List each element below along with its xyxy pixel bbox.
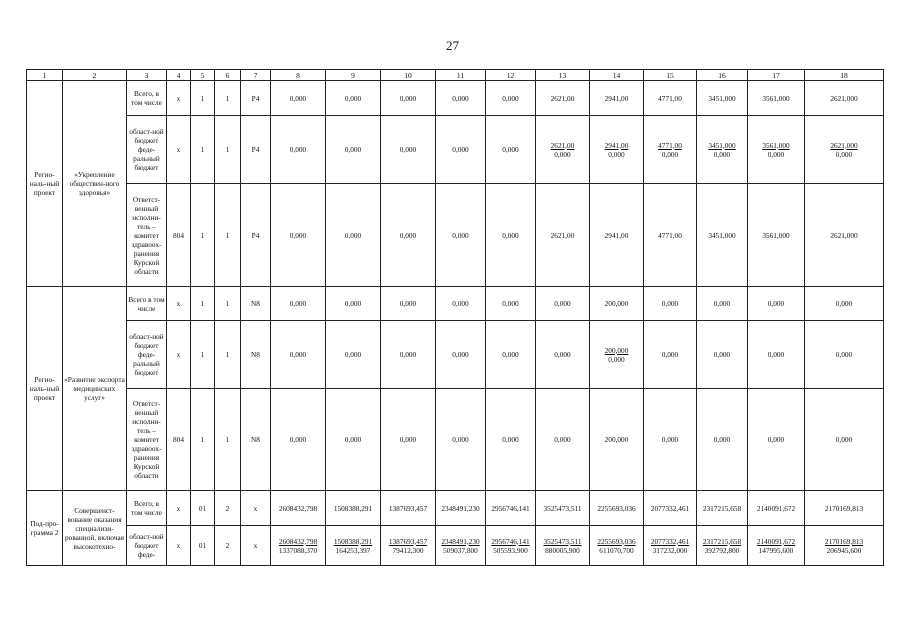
value-cell: 4771,00: [644, 81, 697, 116]
value-cell: 2621,00: [536, 81, 590, 116]
page-number: 27: [446, 38, 459, 53]
value-cell: 2170169,813: [805, 491, 884, 526]
value-federal: 880005,900: [545, 545, 580, 555]
value-cell: 0,000: [697, 321, 748, 389]
value-cell: 1508388,291: [326, 491, 381, 526]
code-cell: N8: [241, 321, 271, 389]
value-federal: 147995,600: [758, 545, 794, 555]
value-cell: 0,000: [536, 321, 590, 389]
value-federal: 505593,900: [493, 545, 528, 555]
value-cell: 0,000: [748, 321, 805, 389]
table-row: [27, 491, 884, 526]
column-header: 13: [536, 70, 590, 81]
section-type-cell: Регио-наль-ный проект: [27, 81, 63, 287]
value-cell: 0,000: [536, 389, 590, 491]
value-cell: 3451,000: [697, 81, 748, 116]
value-cell: [436, 526, 486, 566]
section-type-cell: Под-про-грамма 2: [27, 491, 63, 566]
section-name-cell: «Укрепление обществен-ного здоровья»: [63, 81, 127, 287]
code-cell: Р4: [241, 116, 271, 184]
code-cell: х: [167, 321, 191, 389]
code-cell: 804: [167, 389, 191, 491]
value-regional: 1387693,457: [388, 536, 428, 546]
value-cell: 0,000: [748, 287, 805, 321]
value-cell: 4771,00: [644, 184, 697, 287]
value-cell: 0,000: [805, 321, 884, 389]
value-cell: 2348491,230: [436, 491, 486, 526]
value-cell: 2956746,141: [486, 491, 536, 526]
value-cell: 0,000: [805, 389, 884, 491]
code-cell: 2: [215, 491, 241, 526]
column-header: 2: [63, 70, 127, 81]
funding-source-cell: Ответст-венный исполни-тель – комитет здравоох-ранения Курской области: [127, 184, 167, 287]
value-cell: 200,000: [590, 287, 644, 321]
value-federal: 1337088,370: [278, 545, 318, 555]
column-header: 18: [805, 70, 884, 81]
value-cell: 0,000: [326, 81, 381, 116]
value-regional: 1508388,291: [333, 536, 373, 546]
value-cell: 0,000: [271, 321, 326, 389]
code-cell: 804: [167, 184, 191, 287]
value-cell: 1387693,457: [381, 491, 436, 526]
code-cell: 01: [191, 526, 215, 566]
value-federal: 0,000: [608, 354, 625, 364]
column-header: 14: [590, 70, 644, 81]
value-cell: [590, 116, 644, 184]
column-header: 3: [127, 70, 167, 81]
value-cell: [644, 526, 697, 566]
code-cell: 1: [191, 116, 215, 184]
value-cell: 0,000: [644, 287, 697, 321]
value-cell: [805, 116, 884, 184]
value-cell: 3561,000: [748, 184, 805, 287]
table-row: [27, 287, 884, 321]
value-cell: [536, 526, 590, 566]
code-cell: 01: [191, 491, 215, 526]
value-federal: 206945,600: [826, 545, 862, 555]
code-cell: 1: [215, 184, 241, 287]
section-name-cell: Совершенст-вование оказания специализи-рованной, включая высокотехно-: [63, 491, 127, 566]
code-cell: 1: [215, 321, 241, 389]
value-cell: [697, 116, 748, 184]
value-cell: 0,000: [697, 287, 748, 321]
value-cell: 0,000: [326, 184, 381, 287]
value-cell: [486, 526, 536, 566]
value-federal: 0,000: [767, 149, 785, 159]
value-cell: 0,000: [381, 116, 436, 184]
funding-source-cell: Всего, в том числе: [127, 491, 167, 526]
value-cell: 0,000: [644, 321, 697, 389]
value-cell: 0,000: [381, 389, 436, 491]
value-regional: 3525473,511: [543, 536, 582, 546]
value-cell: 2941,00: [590, 184, 644, 287]
value-cell: 2621,00: [536, 184, 590, 287]
code-cell: х: [241, 491, 271, 526]
code-cell: 1: [215, 287, 241, 321]
column-header: 12: [486, 70, 536, 81]
value-cell: 3561,000: [748, 81, 805, 116]
code-cell: Р4: [241, 184, 271, 287]
code-cell: Р4: [241, 81, 271, 116]
value-cell: 2621,000: [805, 184, 884, 287]
section-type-cell: Регио-наль-ный проект: [27, 287, 63, 491]
value-cell: 0,000: [381, 184, 436, 287]
value-cell: [805, 526, 884, 566]
value-federal: 392792,800: [704, 545, 740, 555]
column-header: 6: [215, 70, 241, 81]
value-cell: 0,000: [486, 81, 536, 116]
column-header: 9: [326, 70, 381, 81]
value-cell: 0,000: [326, 389, 381, 491]
value-cell: 0,000: [486, 389, 536, 491]
value-cell: 0,000: [436, 81, 486, 116]
value-federal: 317232,000: [652, 545, 688, 555]
value-federal: 0,000: [608, 149, 625, 159]
value-cell: 2317215,658: [697, 491, 748, 526]
value-regional: 4771,00: [658, 140, 682, 150]
value-cell: 2621,000: [805, 81, 884, 116]
code-cell: 1: [215, 81, 241, 116]
value-cell: [271, 526, 326, 566]
code-cell: N8: [241, 389, 271, 491]
value-cell: 0,000: [748, 389, 805, 491]
code-cell: х: [167, 526, 191, 566]
value-federal: 509037,800: [443, 545, 478, 555]
column-header: 5: [191, 70, 215, 81]
value-cell: 3451,000: [697, 184, 748, 287]
value-federal: 611070,700: [599, 545, 634, 555]
funding-source-cell: Всего, в том числе: [127, 81, 167, 116]
value-cell: 0,000: [436, 321, 486, 389]
value-regional: 3451,000: [708, 140, 736, 150]
value-regional: 2941,00: [604, 140, 629, 150]
value-federal: 0,000: [661, 149, 679, 159]
value-regional: 2621,000: [830, 140, 858, 150]
value-cell: 0,000: [436, 287, 486, 321]
code-cell: 1: [191, 184, 215, 287]
value-cell: 0,000: [271, 287, 326, 321]
section-name-cell: «Развитие экспорта медицинских услуг»: [63, 287, 127, 491]
value-cell: 0,000: [805, 287, 884, 321]
value-cell: 0,000: [436, 184, 486, 287]
table-row: [27, 321, 884, 389]
value-cell: [326, 526, 381, 566]
column-header: 11: [436, 70, 486, 81]
value-cell: 0,000: [271, 81, 326, 116]
value-cell: 0,000: [326, 321, 381, 389]
column-header: 8: [271, 70, 326, 81]
value-cell: 0,000: [381, 287, 436, 321]
code-cell: 1: [191, 389, 215, 491]
value-cell: 2077332,461: [644, 491, 697, 526]
column-header: 1: [27, 70, 63, 81]
column-header: 10: [381, 70, 436, 81]
value-regional: 2348491,230: [441, 536, 480, 546]
code-cell: х: [167, 116, 191, 184]
value-cell: [644, 116, 697, 184]
value-cell: 3525473,511: [536, 491, 590, 526]
value-cell: 0,000: [381, 81, 436, 116]
value-regional: 2170169,813: [824, 536, 864, 546]
value-regional: 2621,00: [550, 140, 575, 150]
code-cell: 2: [215, 526, 241, 566]
code-cell: х: [241, 526, 271, 566]
value-federal: 0,000: [554, 149, 571, 159]
value-regional: 2608432,798: [278, 536, 318, 546]
value-regional: 2140091,672: [756, 536, 796, 546]
column-header: 7: [241, 70, 271, 81]
code-cell: х: [167, 491, 191, 526]
value-cell: 0,000: [486, 321, 536, 389]
value-cell: [697, 526, 748, 566]
funding-source-cell: Ответст-венный исполни-тель – комитет здравоох-ранения Курской области: [127, 389, 167, 491]
value-cell: 2255693,036: [590, 491, 644, 526]
value-cell: 0,000: [536, 287, 590, 321]
value-cell: 2140091,672: [748, 491, 805, 526]
column-header: 17: [748, 70, 805, 81]
value-regional: 200,000: [604, 345, 629, 355]
code-cell: 1: [215, 389, 241, 491]
header-row: [27, 70, 884, 81]
funding-source-cell: област-ной бюджет феде-ральный бюджет: [127, 116, 167, 184]
code-cell: 1: [191, 321, 215, 389]
value-cell: 0,000: [271, 116, 326, 184]
code-cell: 1: [191, 81, 215, 116]
value-cell: [748, 116, 805, 184]
value-cell: 0,000: [326, 116, 381, 184]
value-cell: 0,000: [486, 184, 536, 287]
value-cell: 0,000: [381, 321, 436, 389]
value-cell: 0,000: [697, 389, 748, 491]
code-cell: N8: [241, 287, 271, 321]
value-cell: 0,000: [326, 287, 381, 321]
value-cell: 0,000: [271, 184, 326, 287]
value-cell: 0,000: [644, 389, 697, 491]
value-cell: 2608432,798: [271, 491, 326, 526]
value-cell: [590, 526, 644, 566]
value-regional: 2956746,141: [491, 536, 530, 546]
value-cell: 200,000: [590, 389, 644, 491]
value-federal: 164253,397: [335, 545, 371, 555]
code-cell: 1: [191, 287, 215, 321]
value-federal: 0,000: [713, 149, 731, 159]
value-cell: 0,000: [436, 116, 486, 184]
value-regional: 3561,000: [762, 140, 790, 150]
table-row: [27, 526, 884, 566]
table-row: [27, 184, 884, 287]
value-regional: 2317215,658: [702, 536, 742, 546]
table-row: [27, 81, 884, 116]
value-cell: [748, 526, 805, 566]
value-federal: 0,000: [835, 149, 853, 159]
code-cell: 1: [215, 116, 241, 184]
column-header: 15: [644, 70, 697, 81]
value-cell: [381, 526, 436, 566]
budget-table: [26, 69, 884, 566]
column-header: 16: [697, 70, 748, 81]
funding-source-cell: област-ной бюджет феде-ральный бюджет: [127, 321, 167, 389]
funding-source-cell: област-ной бюджет феде-: [127, 526, 167, 566]
code-cell: х: [167, 287, 191, 321]
column-header: 4: [167, 70, 191, 81]
table-row: [27, 116, 884, 184]
funding-source-cell: Всего в том числе: [127, 287, 167, 321]
value-cell: 2941,00: [590, 81, 644, 116]
value-cell: [536, 116, 590, 184]
value-cell: [590, 321, 644, 389]
value-regional: 2077332,461: [650, 536, 690, 546]
value-cell: 0,000: [486, 287, 536, 321]
value-cell: 0,000: [436, 389, 486, 491]
code-cell: х: [167, 81, 191, 116]
value-cell: 0,000: [271, 389, 326, 491]
value-regional: 2255693,036: [597, 536, 636, 546]
value-cell: 0,000: [486, 116, 536, 184]
table-row: [27, 389, 884, 491]
value-federal: 79412,300: [392, 545, 424, 555]
